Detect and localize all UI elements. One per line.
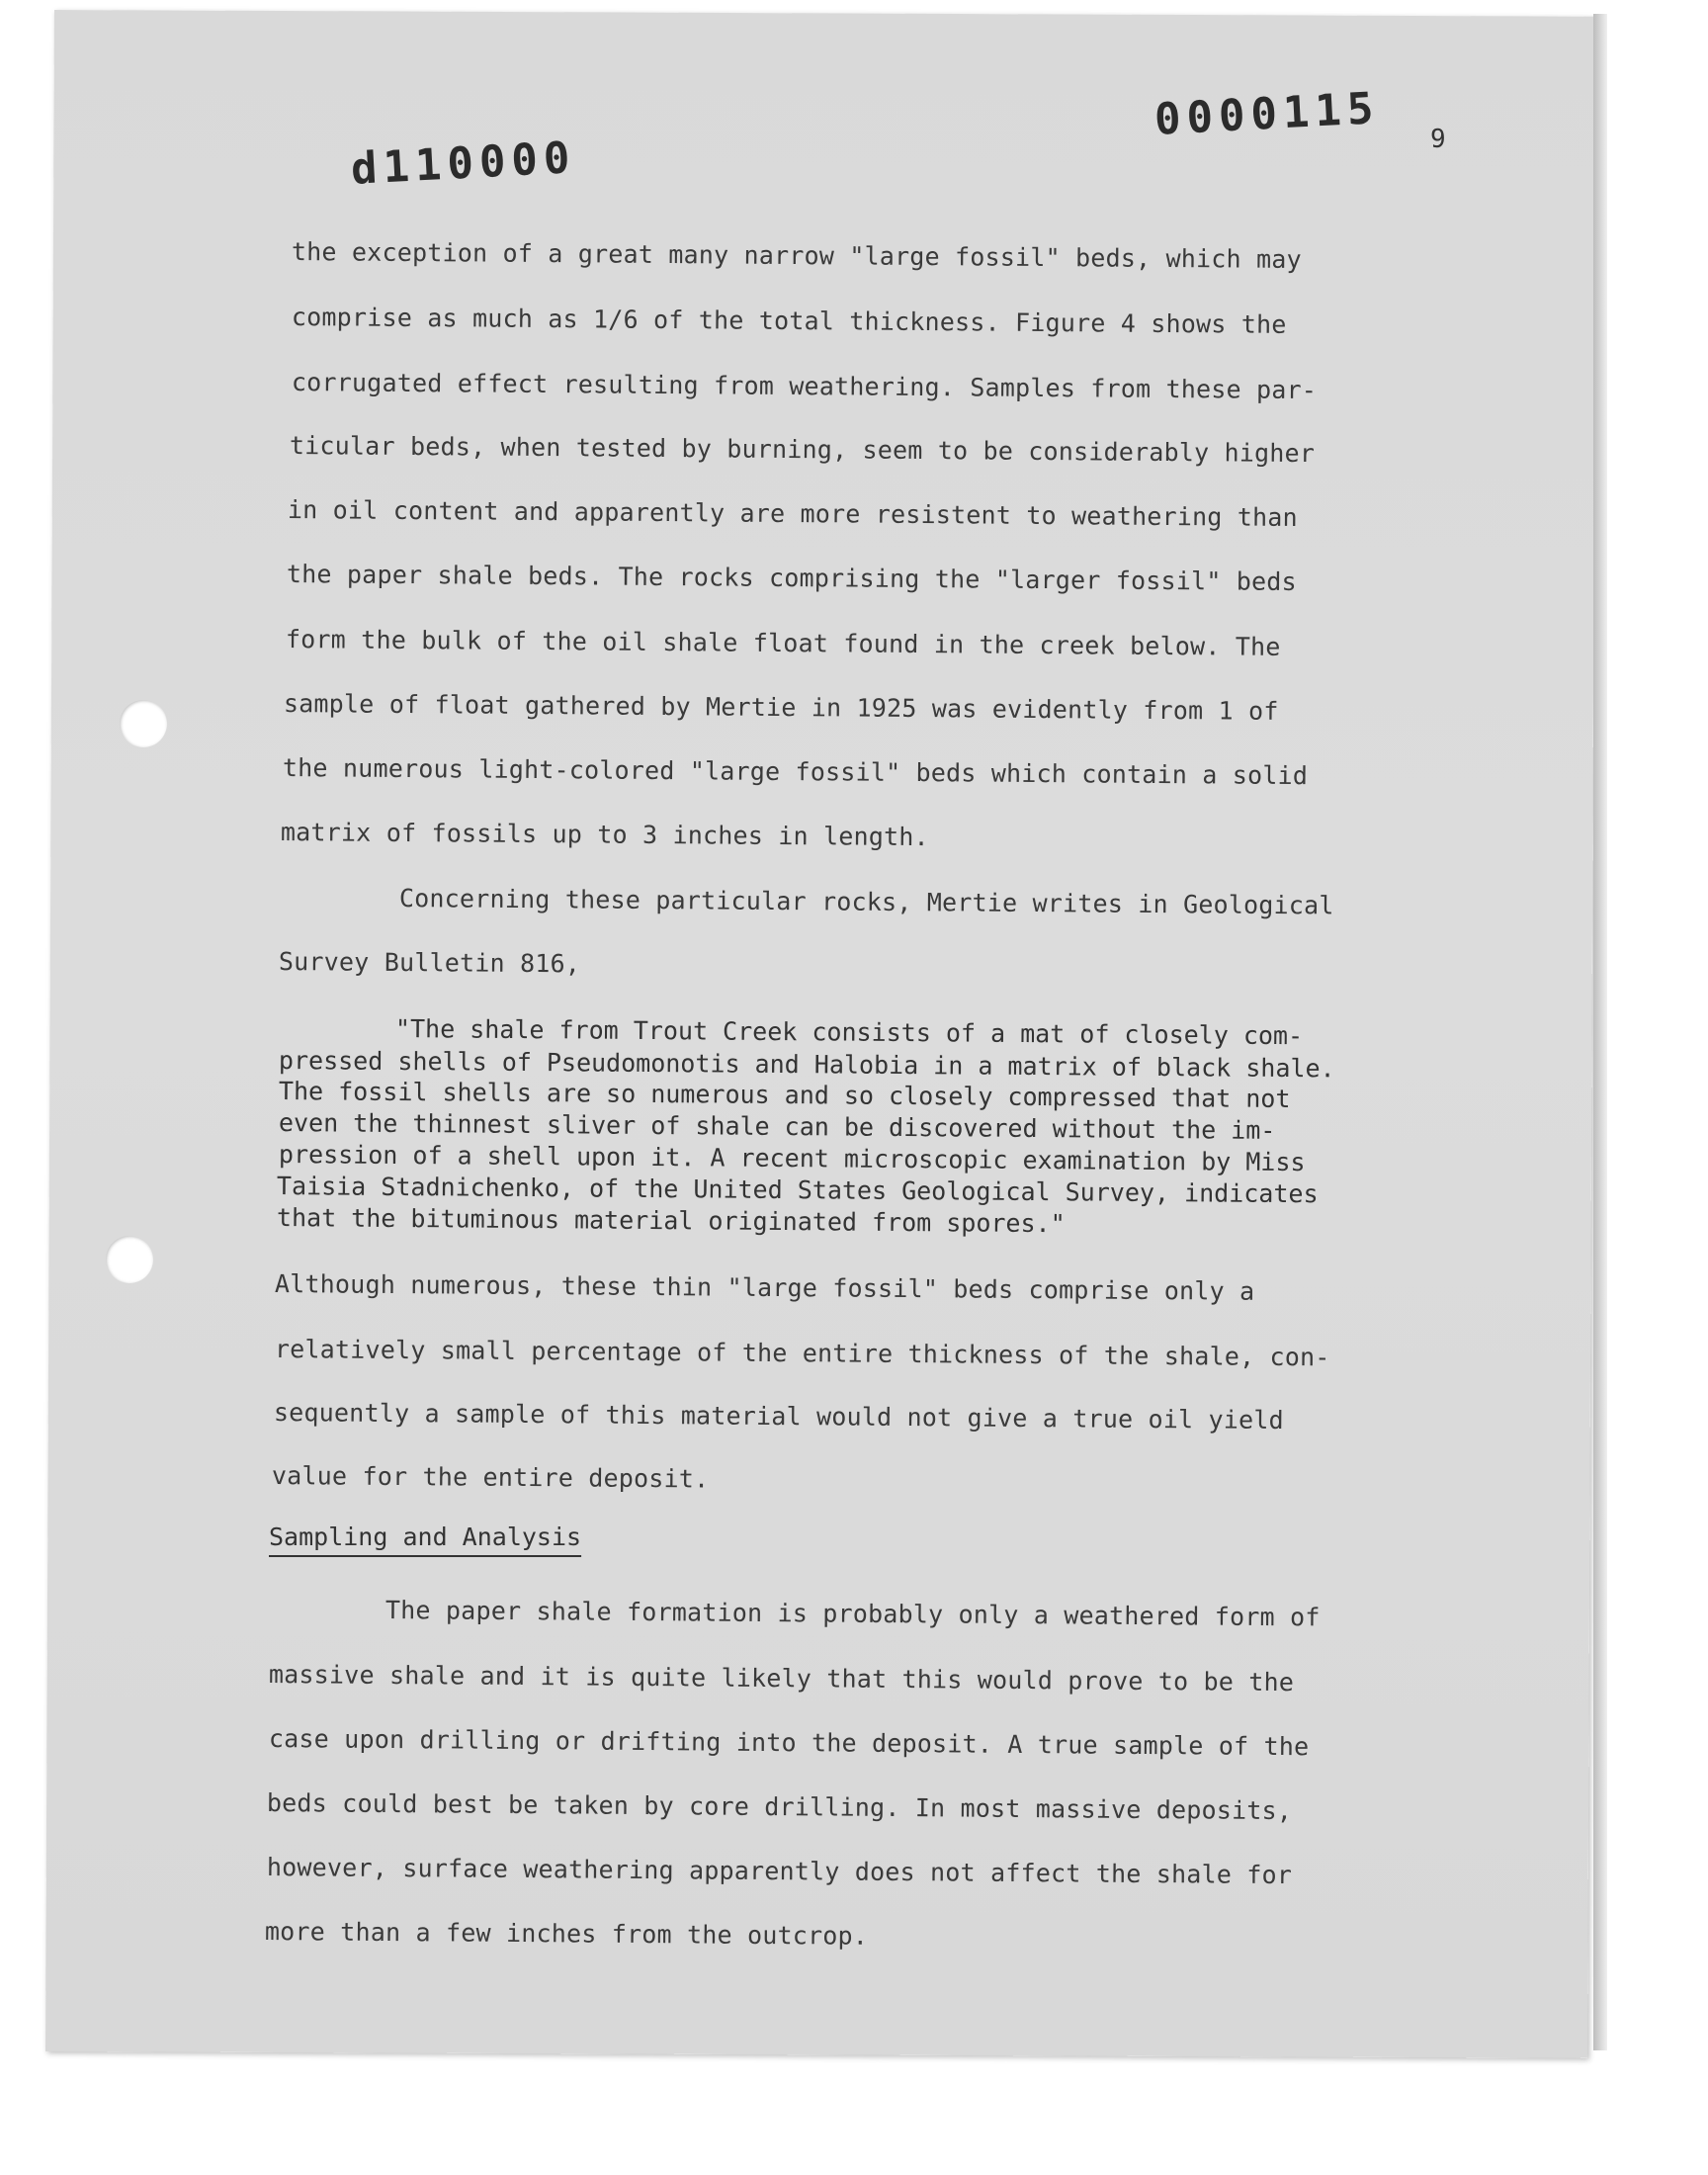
paragraph-1-line: corrugated effect resulting from weathering. Samples from these par- <box>291 368 1318 405</box>
paragraph-3-line: value for the entire deposit. <box>271 1461 710 1494</box>
paragraph-3-line: relatively small percentage of the entire thickness of the shale, con- <box>274 1335 1330 1372</box>
paragraph-3-line: Although numerous, these thin "large fossil" beds comprise only a <box>274 1269 1255 1306</box>
punch-hole-bottom <box>106 1236 153 1283</box>
paragraph-4-line: however, surface weathering apparently does not affect the shale for <box>266 1853 1293 1890</box>
paragraph-4-line: beds could best be taken by core drilling. In most massive deposits, <box>266 1788 1293 1826</box>
paragraph-1-line: the numerous light-colored "large fossil" beds which contain a solid <box>282 753 1309 791</box>
page-number: 9 <box>1430 125 1446 154</box>
paragraph-1-line: the exception of a great many narrow "large fossil" beds, which may <box>291 237 1302 275</box>
paragraph-1-line: comprise as much as 1/6 of the total thickness. Figure 4 shows the <box>291 303 1287 339</box>
page-edge-shadow <box>1593 14 1607 2050</box>
quote-line: that the bituminous material originated from spores." <box>276 1203 1066 1239</box>
paragraph-1-line: form the bulk of the oil shale float found in the creek below. The <box>285 625 1281 661</box>
section-heading: Sampling and Analysis <box>269 1522 582 1551</box>
quote-line: pressed shells of Pseudomonotis and Halobia in a matrix of black shale. <box>278 1046 1335 1084</box>
quote-line: Taisia Stadnichenko, of the United States Geological Survey, indicates <box>276 1172 1319 1209</box>
paragraph-1-line: matrix of fossils up to 3 inches in length. <box>280 818 929 852</box>
punch-hole-top <box>120 700 167 747</box>
paragraph-4-line: more than a few inches from the outcrop. <box>264 1917 869 1951</box>
paragraph-1-line: the paper shale beds. The rocks comprising the "larger fossil" beds <box>286 560 1297 597</box>
paragraph-3-line: sequently a sample of this material would not give a true oil yield <box>273 1398 1284 1436</box>
paragraph-1-line: ticular beds, when tested by burning, seem to be considerably higher <box>289 431 1316 469</box>
paragraph-4-line: The paper shale formation is probably only a weathered form of <box>384 1596 1321 1632</box>
paragraph-2-line: Survey Bulletin 816, <box>278 947 581 979</box>
quote-line: even the thinnest sliver of shale can be discovered without the im- <box>278 1108 1276 1145</box>
paragraph-1-line: sample of float gathered by Mertie in 1925 was evidently from 1 of <box>283 689 1279 726</box>
document-stamp-left: d110000 <box>349 132 577 195</box>
quote-line: "The shale from Trout Creek consists of a mat of closely com- <box>394 1014 1304 1051</box>
quote-line: The fossil shells are so numerous and so closely compressed that not <box>278 1077 1291 1114</box>
document-stamp-right: 0000115 <box>1153 83 1381 145</box>
paragraph-1-line: in oil content and apparently are more resistent to weathering than <box>287 495 1298 533</box>
paragraph-4-line: case upon drilling or drifting into the deposit. A true sample of the <box>268 1724 1310 1762</box>
quote-line: pression of a shell upon it. A recent microscopic examination by Miss <box>278 1140 1306 1177</box>
paragraph-2-line: Concerning these particular rocks, Mertie writes in Geological <box>398 884 1334 920</box>
paragraph-4-line: massive shale and it is quite likely that this would prove to be the <box>268 1660 1295 1697</box>
